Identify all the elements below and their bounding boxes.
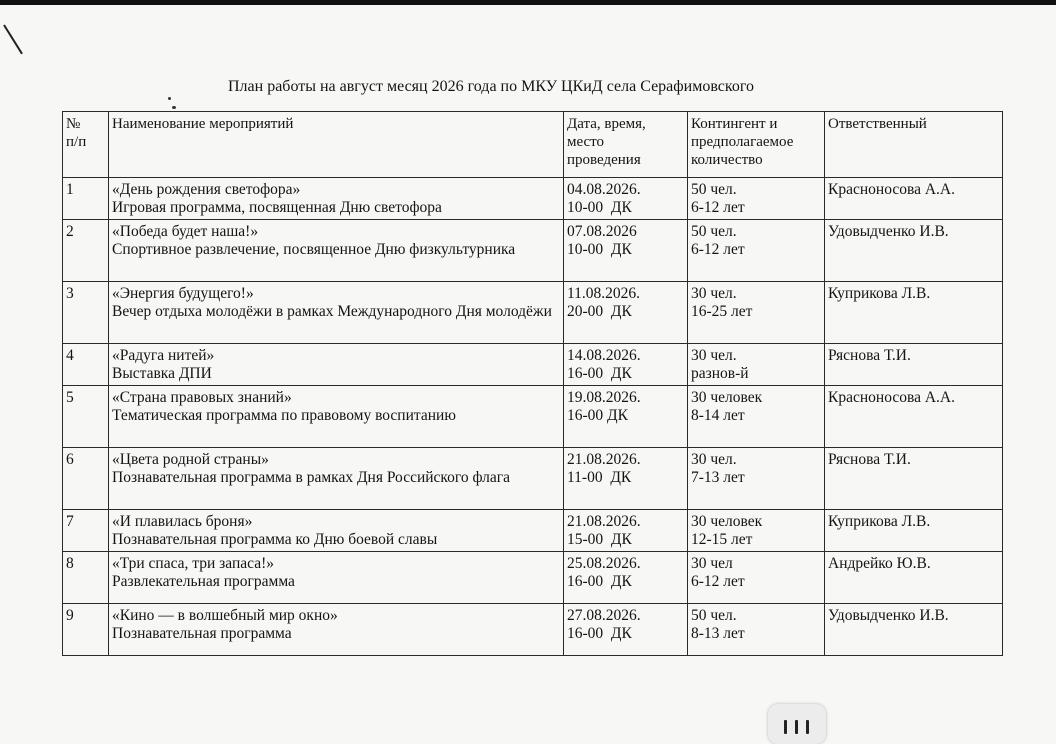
date-cell [564,282,688,344]
event-title: «Страна правовых знаний» [112,389,292,406]
date-cell [564,510,688,552]
menu-lines-icon[interactable] [768,704,826,744]
table-row [63,604,1003,656]
event-date: 14.08.2026. [567,347,641,364]
participant-count: 30 чел [691,555,733,572]
row-number: 5 [63,386,109,448]
event-time-place: 16-00 ДК [567,365,632,382]
event-description: Познавательная программа [112,625,292,642]
contingent-cell [688,386,825,448]
participant-count: 50 чел. [691,181,737,198]
event-time-place: 15-00 ДК [567,531,632,548]
event-title: «День рождения светофора» [112,181,301,198]
participant-count: 50 чел. [691,223,737,240]
row-number: 4 [63,344,109,386]
event-cell [109,552,564,604]
participant-count: 30 чел. [691,347,737,364]
event-cell [109,604,564,656]
event-title: «Радуга нитей» [112,347,215,364]
event-description: Вечер отдыха молодёжи в рамках Международного Дня молодёжи [112,303,552,320]
date-cell [564,178,688,220]
responsible-person: Удовыдченко И.В. [825,604,1003,656]
age-group: 8-13 лет [691,625,745,642]
event-description: Выставка ДПИ [112,365,212,382]
contingent-cell [688,448,825,510]
events-table [62,111,1003,656]
responsible-person: Красноносова А.А. [825,386,1003,448]
paper-speck [168,97,171,100]
event-date: 25.08.2026. [567,555,641,572]
responsible-person: Куприкова Л.В. [825,282,1003,344]
contingent-cell [688,604,825,656]
paper-speck [172,106,176,109]
contingent-cell [688,552,825,604]
row-number: 7 [63,510,109,552]
row-number: 3 [63,282,109,344]
contingent-cell [688,344,825,386]
table-row [63,510,1003,552]
participant-count: 30 человек [691,513,763,530]
event-date: 21.08.2026. [567,513,641,530]
table-row [63,220,1003,282]
event-time-place: 11-00 ДК [567,469,632,486]
event-description: Познавательная программа в рамках Дня Российского флага [112,469,511,486]
responsible-person: Ряснова Т.И. [825,448,1003,510]
header-name: Наименование мероприятий [109,112,564,178]
event-description: Развлекательная программа [112,573,295,590]
date-cell [564,552,688,604]
event-cell [109,220,564,282]
participant-count: 30 чел. [691,285,737,302]
contingent-cell [688,178,825,220]
age-group: 8-14 лет [691,407,745,424]
table-header-row [63,112,1003,178]
responsible-person: Удовыдченко И.В. [825,220,1003,282]
date-cell [564,344,688,386]
header-num: № п/п [63,112,109,178]
age-group: 7-13 лет [691,469,745,486]
responsible-person: Андрейко Ю.В. [825,552,1003,604]
event-cell [109,448,564,510]
age-group: 16-25 лет [691,303,753,320]
event-cell [109,178,564,220]
event-cell [109,282,564,344]
participant-count: 30 чел. [691,451,737,468]
age-group: 12-15 лет [691,531,753,548]
contingent-cell [688,510,825,552]
responsible-person: Ряснова Т.И. [825,344,1003,386]
header-contingent: Контингент и предполагаемое количество [688,112,825,178]
event-date: 11.08.2026. [567,285,641,302]
event-description: Познавательная программа ко Дню боевой славы [112,531,438,548]
responsible-person: Куприкова Л.В. [825,510,1003,552]
event-description: Тематическая программа по правовому воспитанию [112,407,456,424]
age-group: 6-12 лет [691,199,745,216]
event-title: «Победа будет наша!» [112,223,259,240]
event-cell [109,344,564,386]
table-row [63,448,1003,510]
top-edge-bar [0,0,1056,5]
date-cell [564,220,688,282]
row-number: 6 [63,448,109,510]
event-time-place: 10-00 ДК [567,241,632,258]
age-group: 6-12 лет [691,241,745,258]
row-number: 2 [63,220,109,282]
event-date: 27.08.2026. [567,607,641,624]
event-cell [109,510,564,552]
event-time-place: 16-00 ДК [567,573,632,590]
event-time-place: 16-00 ДК [567,407,628,424]
header-responsible: Ответственный [825,112,1003,178]
age-group: разнов-й [691,365,749,382]
event-title: «Три спаса, три запаса!» [112,555,275,572]
event-title: «Кино — в волшебный мир окно» [112,607,338,624]
date-cell [564,386,688,448]
pen-mark [3,24,23,54]
table-row [63,386,1003,448]
event-date: 04.08.2026. [567,181,641,198]
date-cell [564,604,688,656]
table-row [63,282,1003,344]
age-group: 6-12 лет [691,573,745,590]
table-row [63,178,1003,220]
event-date: 19.08.2026. [567,389,641,406]
event-title: «И плавилась броня» [112,513,253,530]
contingent-cell [688,282,825,344]
event-cell [109,386,564,448]
header-date: Дата, время, место проведения [564,112,688,178]
event-time-place: 20-00 ДК [567,303,632,320]
row-number: 9 [63,604,109,656]
contingent-cell [688,220,825,282]
table-row [63,552,1003,604]
date-cell [564,448,688,510]
event-description: Спортивное развлечение, посвященное Дню физкультурника [112,241,516,258]
participant-count: 30 человек [691,389,763,406]
event-date: 07.08.2026 [567,223,637,240]
table-row [63,344,1003,386]
event-time-place: 16-00 ДК [567,625,632,642]
event-title: «Цвета родной страны» [112,451,269,468]
row-number: 8 [63,552,109,604]
responsible-person: Красноносова А.А. [825,178,1003,220]
event-date: 21.08.2026. [567,451,641,468]
row-number: 1 [63,178,109,220]
event-description: Игровая программа, посвященная Дню светофора [112,199,442,216]
page-title: План работы на август месяц 2026 года по МКУ ЦКиД села Серафимовского [228,78,755,95]
event-time-place: 10-00 ДК [567,199,632,216]
event-title: «Энергия будущего!» [112,285,254,302]
participant-count: 50 чел. [691,607,737,624]
